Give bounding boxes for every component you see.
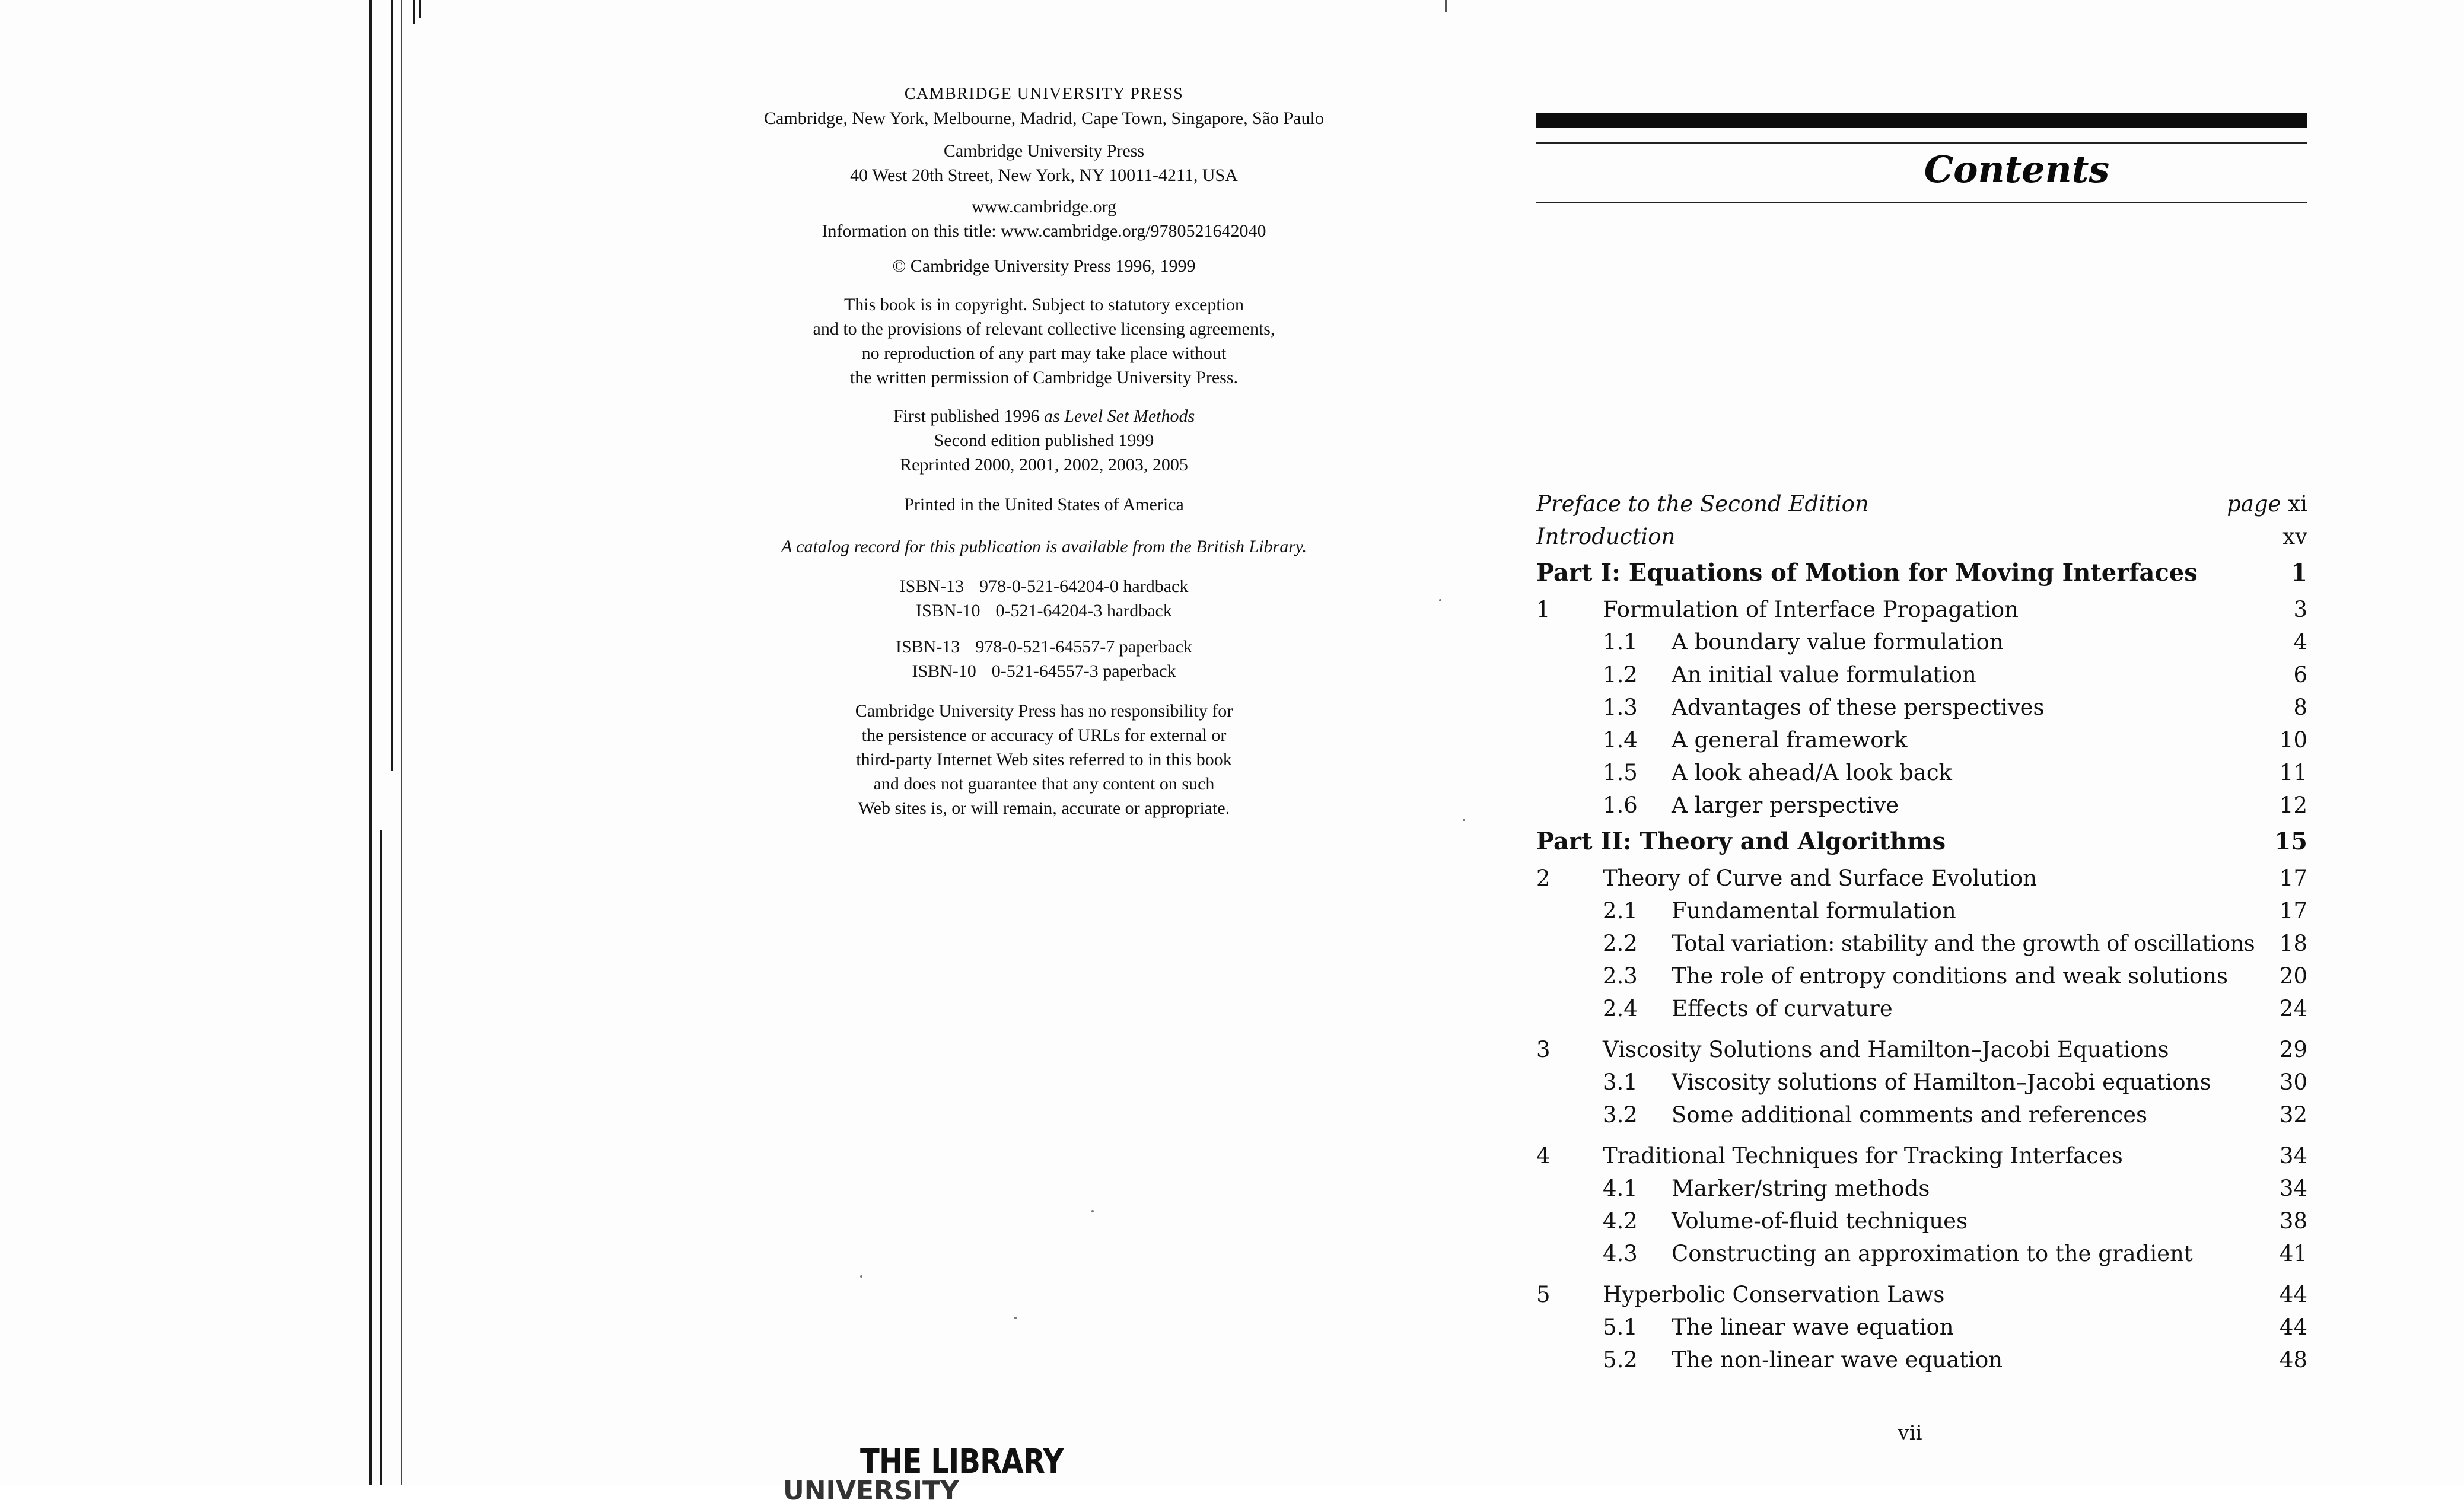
toc-section-number: 2.3: [1603, 963, 1638, 989]
library-stamp-cut: UNIVERSITY: [783, 1476, 959, 1506]
title-info-url: Information on this title: www.cambridge.org/9780521642040: [822, 221, 1266, 241]
toc-section-number: 1.2: [1603, 662, 1638, 687]
binding-edge-line: [401, 0, 402, 1485]
toc-section-number: 1.6: [1603, 792, 1638, 818]
toc-page-number: 18: [2279, 931, 2307, 956]
toc-section: [1536, 756, 2307, 789]
dust-speck: [1014, 1317, 1017, 1319]
isbn-hardback-10: [593, 598, 1495, 623]
toc-section: [1536, 789, 2307, 822]
toc-chapter-title: Formulation of Interface Propagation: [1603, 597, 2019, 622]
toc-entry-title: Preface to the Second Edition: [1536, 491, 1869, 517]
toc-section-number: 2.4: [1603, 996, 1638, 1021]
toc-chapter: [1536, 1139, 2307, 1172]
toc-section-title: A look ahead/A look back: [1672, 760, 1952, 785]
first-published-prefix: First published 1996: [893, 406, 1040, 426]
binding-edge-line: [391, 0, 393, 771]
toc-page-number: 4: [2293, 629, 2307, 655]
toc-chapter-number: 2: [1536, 865, 1551, 891]
copyright-line: © Cambridge University Press 1996, 1999: [892, 256, 1196, 276]
toc-section-number: 4.1: [1603, 1176, 1638, 1201]
toc-page-number: 34: [2279, 1176, 2307, 1201]
contents-page: [1536, 0, 2313, 1485]
toc-section: [1536, 1311, 2307, 1343]
isbn-label: ISBN-10: [912, 661, 976, 681]
toc-section-title: Total variation: stability and the growth of oscillations: [1672, 931, 2255, 956]
copyright-notice-line: and to the provisions of relevant collective licensing agreements,: [813, 319, 1275, 339]
toc-section-title: A boundary value formulation: [1672, 629, 2004, 655]
toc-page-number: 20: [2279, 963, 2307, 989]
toc-page-number: 1: [2291, 559, 2307, 587]
toc-page-number: 32: [2279, 1102, 2307, 1128]
toc-chapter: [1536, 862, 2307, 894]
toc-section-title: Fundamental formulation: [1672, 898, 1956, 924]
printed-in: Printed in the United States of America: [904, 495, 1184, 514]
binding-edge-line: [369, 0, 372, 1485]
isbn-paperback-10: [593, 659, 1495, 683]
toc-section-title: A general framework: [1672, 727, 1908, 753]
toc-section-title: The linear wave equation: [1672, 1314, 1954, 1340]
toc-front-matter: [1536, 520, 2307, 553]
toc-section-title: Marker/string methods: [1672, 1176, 1930, 1201]
toc-page-number: 24: [2279, 996, 2307, 1021]
toc-page-number: 34: [2279, 1143, 2307, 1168]
dust-speck: [1439, 599, 1441, 601]
url-disclaimer-line: third-party Internet Web sites referred to in this book: [856, 750, 1232, 769]
toc-page-number: 3: [2293, 597, 2307, 622]
isbn-label: ISBN-13: [899, 577, 964, 596]
toc-chapter-title: Traditional Techniques for Tracking Interfaces: [1603, 1143, 2123, 1168]
contents-title: Contents: [1924, 148, 2110, 191]
toc-section-number: 2.1: [1603, 898, 1638, 924]
toc-chapter-title: Theory of Curve and Surface Evolution: [1603, 865, 2038, 891]
toc-page-number: xv: [2282, 524, 2307, 549]
toc-section-title: A larger perspective: [1672, 792, 1899, 818]
reprinted: Reprinted 2000, 2001, 2002, 2003, 2005: [900, 455, 1188, 475]
publisher-name: CAMBRIDGE UNIVERSITY PRESS: [904, 85, 1184, 103]
catalog-record: A catalog record for this publication is available from the British Library.: [781, 537, 1307, 556]
toc-part: [1536, 553, 2307, 593]
toc-page-number: 15: [2274, 827, 2307, 855]
toc-section-number: 5.1: [1603, 1314, 1638, 1340]
toc-section-title: Advantages of these perspectives: [1672, 695, 2045, 720]
toc-section: [1536, 1172, 2307, 1205]
url-disclaimer-line: the persistence or accuracy of URLs for external or: [861, 725, 1227, 745]
toc-section: [1536, 724, 2307, 756]
toc-page-number: 12: [2279, 792, 2307, 818]
toc-section-number: 1.4: [1603, 727, 1638, 753]
copyright-notice-line: This book is in copyright. Subject to statutory exception: [843, 295, 1244, 314]
toc-section: [1536, 960, 2307, 992]
second-edition: Second edition published 1999: [934, 431, 1154, 450]
toc-section-number: 5.2: [1603, 1347, 1638, 1373]
toc-chapter: [1536, 1278, 2307, 1311]
isbn-label: ISBN-10: [916, 601, 980, 620]
toc-section: [1536, 1343, 2307, 1376]
toc-page-number: 17: [2279, 898, 2307, 924]
copyright-notice-line: no reproduction of any part may take place without: [861, 343, 1227, 363]
toc-entry-title: Introduction: [1536, 524, 1676, 549]
isbn-value: 978-0-521-64557-7 paperback: [975, 637, 1193, 657]
toc-section: [1536, 626, 2307, 658]
toc-page-number: 44: [2279, 1282, 2307, 1307]
first-published-title: as Level Set Methods: [1044, 406, 1195, 426]
toc-section-title: Some additional comments and references: [1672, 1102, 2148, 1128]
binding-edge-line: [419, 0, 421, 18]
toc-page-number: xi: [2288, 491, 2307, 517]
toc-page-number: 38: [2279, 1208, 2307, 1234]
toc-page-number: 29: [2279, 1037, 2307, 1062]
publisher-cities: Cambridge, New York, Melbourne, Madrid, Cape Town, Singapore, São Paulo: [764, 109, 1324, 128]
toc-part: [1536, 822, 2307, 862]
toc-section-number: 3.1: [1603, 1069, 1638, 1095]
toc-page-number: 8: [2293, 695, 2307, 720]
toc-section-title: Constructing an approximation to the gradient: [1672, 1241, 2193, 1266]
header-rule-thin: [1536, 202, 2307, 203]
press-address: 40 West 20th Street, New York, NY 10011-4211, USA: [850, 165, 1238, 185]
toc-section: [1536, 1066, 2307, 1099]
binding-edge-line: [413, 0, 415, 24]
toc-section: [1536, 1099, 2307, 1131]
toc-section-title: The non-linear wave equation: [1672, 1347, 2003, 1373]
page-number: vii: [1898, 1421, 1922, 1445]
dust-speck: [1091, 1210, 1094, 1212]
page-word: page: [2227, 491, 2281, 517]
toc-section-number: 1.3: [1603, 695, 1638, 720]
isbn-value: 0-521-64557-3 paperback: [991, 661, 1176, 681]
toc-chapter-number: 5: [1536, 1282, 1551, 1307]
header-rule-thin: [1536, 142, 2307, 144]
toc-part-title: Part II: Theory and Algorithms: [1536, 827, 1946, 855]
isbn-value: 978-0-521-64204-0 hardback: [979, 577, 1189, 596]
toc-section-number: 2.2: [1603, 931, 1638, 956]
url-disclaimer-line: and does not guarantee that any content on such: [873, 774, 1215, 794]
toc-section-title: An initial value formulation: [1672, 662, 1976, 687]
toc-chapter-title: Hyperbolic Conservation Laws: [1603, 1282, 1945, 1307]
toc-chapter-number: 1: [1536, 597, 1551, 622]
copyright-page: [593, 82, 1495, 844]
dust-speck: [1463, 819, 1465, 821]
toc-page-number: 30: [2279, 1069, 2307, 1095]
toc-part-title: Part I: Equations of Motion for Moving Interfaces: [1536, 559, 2198, 587]
url-disclaimer-line: Cambridge University Press has no responsibility for: [855, 701, 1233, 721]
first-published-line: [593, 404, 1495, 428]
toc-section: [1536, 1237, 2307, 1270]
toc-page-number: 41: [2279, 1241, 2307, 1266]
toc-page-number: 11: [2279, 760, 2307, 785]
toc-page-number: 44: [2279, 1314, 2307, 1340]
toc-chapter-number: 4: [1536, 1143, 1551, 1168]
toc-section-title: Volume-of-fluid techniques: [1672, 1208, 1968, 1234]
toc-page-number: 6: [2293, 662, 2307, 687]
toc-section: [1536, 691, 2307, 724]
isbn-paperback-13: [593, 635, 1495, 659]
website: www.cambridge.org: [971, 197, 1117, 216]
isbn-hardback-13: [593, 574, 1495, 598]
toc-section-number: 1.1: [1603, 629, 1638, 655]
toc-section-title: The role of entropy conditions and weak solutions: [1672, 963, 2229, 989]
toc-section-number: 3.2: [1603, 1102, 1638, 1128]
isbn-value: 0-521-64204-3 hardback: [995, 601, 1172, 620]
url-disclaimer-line: Web sites is, or will remain, accurate or appropriate.: [858, 798, 1230, 818]
toc-section: [1536, 992, 2307, 1025]
press-name: Cambridge University Press: [943, 141, 1145, 161]
toc-section: [1536, 894, 2307, 927]
toc-section-number: 4.3: [1603, 1241, 1638, 1266]
gutter-mark: [1445, 0, 1447, 12]
toc-page-number: 17: [2279, 865, 2307, 891]
toc-section: [1536, 658, 2307, 691]
toc-chapter-number: 3: [1536, 1037, 1551, 1062]
toc-page-number: 48: [2279, 1347, 2307, 1373]
toc-section-number: 4.2: [1603, 1208, 1638, 1234]
toc-front-matter: [1536, 488, 2307, 520]
toc-chapter: [1536, 1033, 2307, 1066]
header-rule-thick: [1536, 113, 2307, 128]
toc-page-number: 10: [2279, 727, 2307, 753]
toc-section-number: 1.5: [1603, 760, 1638, 785]
table-of-contents: [1536, 488, 2307, 1376]
toc-chapter-title: Viscosity Solutions and Hamilton–Jacobi Equations: [1603, 1037, 2169, 1062]
toc-chapter: [1536, 593, 2307, 626]
binding-edge-line: [380, 830, 382, 1485]
toc-section: [1536, 927, 2307, 960]
library-stamp: THE LIBRARY: [860, 1443, 1064, 1481]
toc-section-title: Viscosity solutions of Hamilton–Jacobi equations: [1672, 1069, 2211, 1095]
dust-speck: [860, 1275, 862, 1278]
copyright-notice-line: the written permission of Cambridge University Press.: [849, 368, 1239, 387]
isbn-label: ISBN-13: [895, 637, 960, 657]
toc-entry-page: [2227, 488, 2307, 520]
toc-section-title: Effects of curvature: [1672, 996, 1893, 1021]
toc-section: [1536, 1205, 2307, 1237]
